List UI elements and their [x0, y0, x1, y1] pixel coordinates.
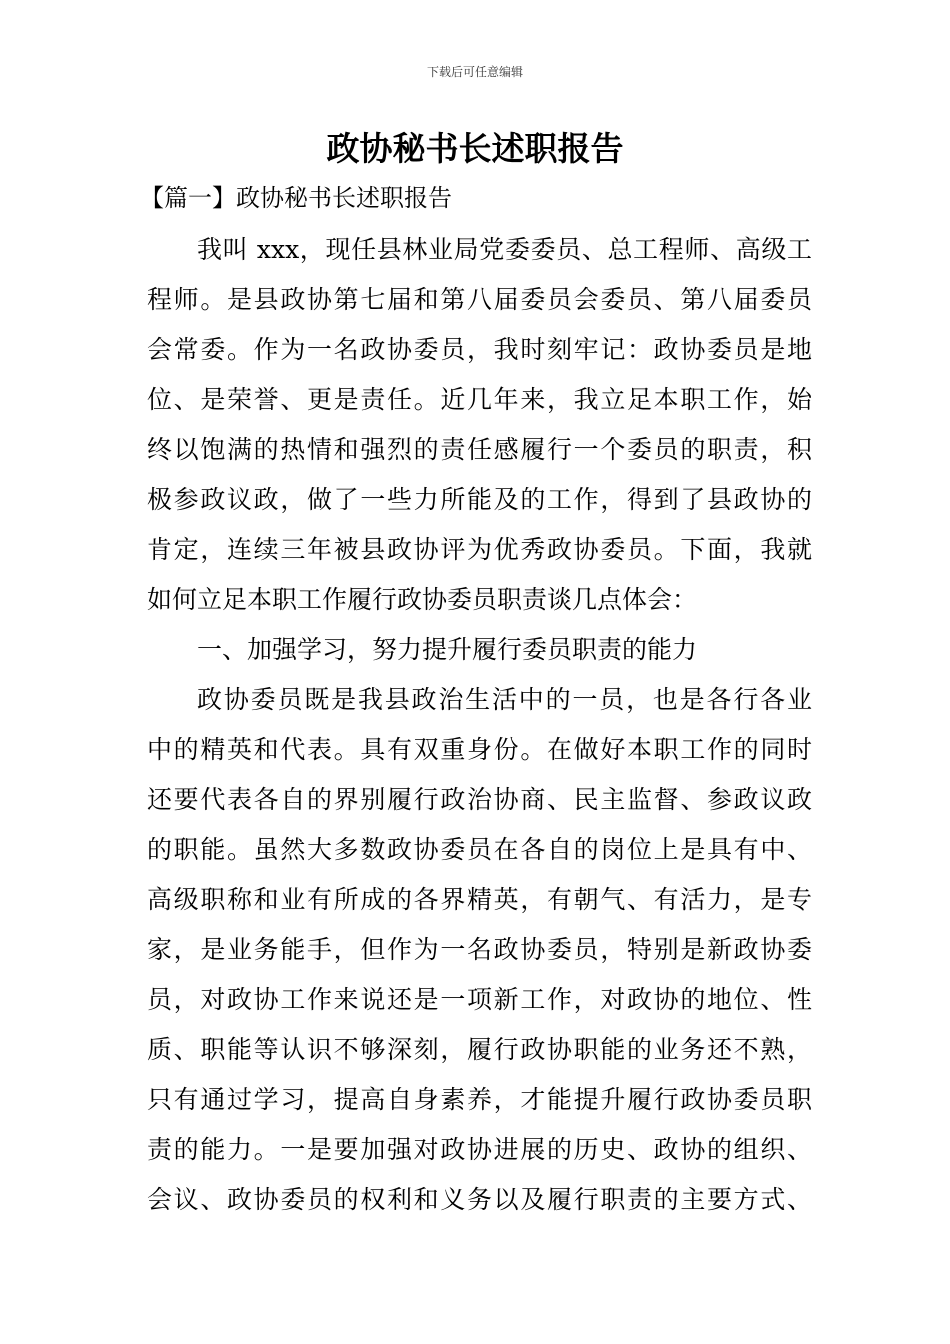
- body-line: 我叫 xxx，现任县林业局党委委员、总工程师、高级工: [197, 235, 812, 264]
- document-title: 政协秘书长述职报告: [326, 129, 624, 168]
- section-label: 【篇一】政协秘书长述职报告: [140, 184, 452, 212]
- body-line: 肯定，连续三年被县政协评为优秀政协委员。下面，我就: [147, 535, 812, 564]
- body-line: 责的能力。一是要加强对政协进展的历史、政协的组织、: [147, 1135, 812, 1164]
- body-line: 还要代表各自的界别履行政治协商、民主监督、参政议政: [147, 785, 812, 814]
- body-line: 质、职能等认识不够深刻，履行政协职能的业务还不熟，: [147, 1035, 812, 1064]
- body-line: 员，对政协工作来说还是一项新工作，对政协的地位、性: [147, 985, 812, 1014]
- body-line: 中的精英和代表。具有双重身份。在做好本职工作的同时: [147, 735, 812, 764]
- body-line: 政协委员既是我县政治生活中的一员，也是各行各业: [197, 685, 812, 714]
- body-text: [147, 225, 812, 1225]
- body-line: 一、加强学习，努力提升履行委员职责的能力: [197, 635, 698, 664]
- body-line: 只有通过学习，提高自身素养，才能提升履行政协委员职: [147, 1085, 812, 1114]
- body-line: 如何立足本职工作履行政协委员职责谈几点体会：: [147, 585, 698, 614]
- body-line: 位、是荣誉、更是责任。近几年来，我立足本职工作，始: [147, 385, 812, 414]
- body-line: 的职能。虽然大多数政协委员在各自的岗位上是具有中、: [147, 835, 812, 864]
- body-line: 家，是业务能手，但作为一名政协委员，特别是新政协委: [147, 935, 812, 964]
- body-line: 高级职称和业有所成的各界精英，有朝气、有活力，是专: [147, 885, 812, 914]
- body-line: 终以饱满的热情和强烈的责任感履行一个委员的职责，积: [147, 435, 812, 464]
- body-line: 程师。是县政协第七届和第八届委员会委员、第八届委员: [147, 285, 812, 314]
- body-line: 极参政议政，做了一些力所能及的工作，得到了县政协的: [147, 485, 812, 514]
- header-note: 下载后可任意编辑: [426, 65, 523, 79]
- body-line: 会议、政协委员的权利和义务以及履行职责的主要方式、: [147, 1185, 812, 1214]
- body-line: 会常委。作为一名政协委员，我时刻牢记：政协委员是地: [147, 335, 812, 364]
